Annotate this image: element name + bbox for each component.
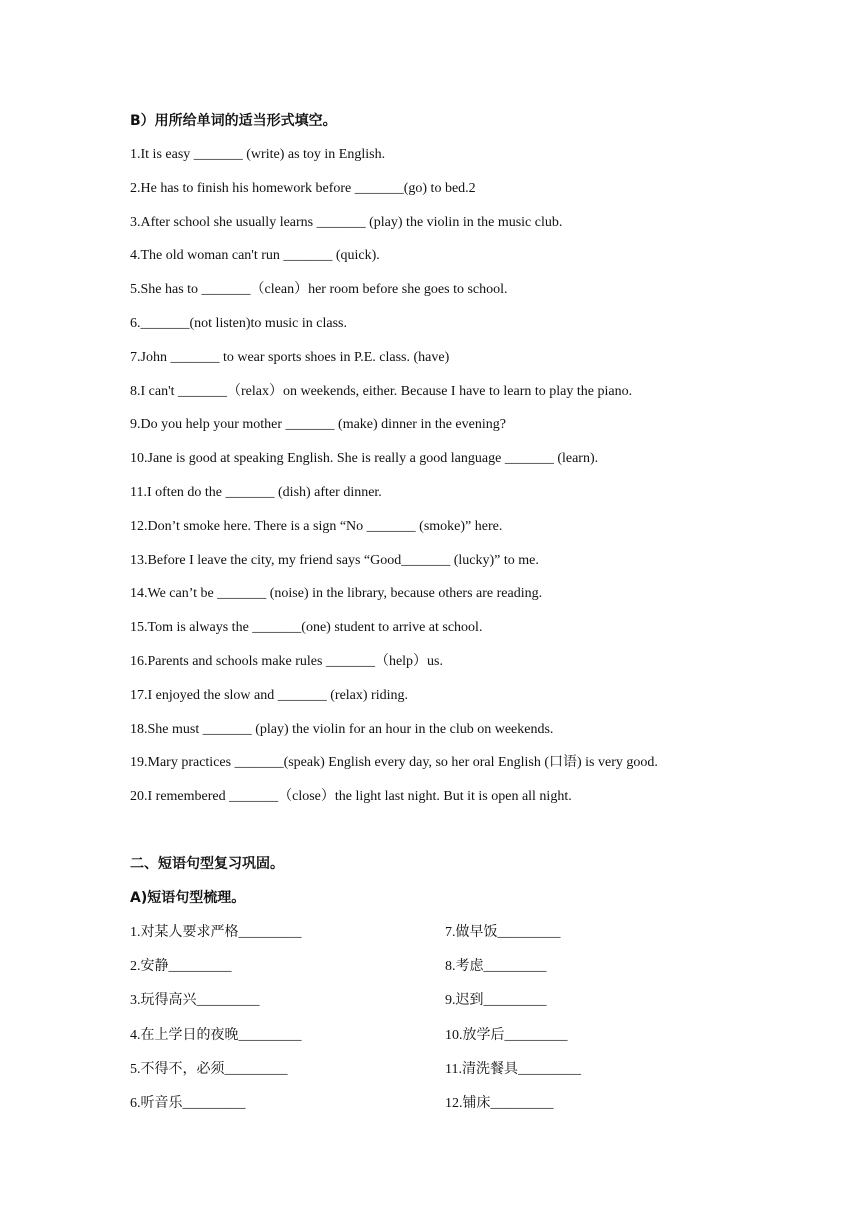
phrase-row <box>130 1027 830 1061</box>
phrase-item: 2.安静_________ <box>130 959 232 975</box>
exercise-item: 3.After school she usually learns _______ (play) the violin in the music club. <box>130 214 563 230</box>
phrase-row <box>130 924 830 958</box>
phrase-row <box>130 1095 830 1129</box>
phrase-item: 3.玩得高兴_________ <box>130 993 260 1009</box>
phrase-item: 1.对某人要求严格_________ <box>130 925 302 940</box>
phrase-item: 11.清洗餐具_________ <box>445 1061 581 1077</box>
exercise-item: 7.John _______ to wear sports shoes in P.E. class. (have) <box>130 349 450 365</box>
exercise-item: 19.Mary practices _______(speak) English every day, so her oral English (口语) is very good. <box>130 755 658 771</box>
exercise-item: 8.I can't _______（relax）on weekends, either. Because I have to learn to play the piano. <box>130 383 633 399</box>
section-b-title: B）用所给单词的适当形式填空。 <box>130 113 337 129</box>
phrase-item: 6.听音乐_________ <box>130 1095 246 1111</box>
exercise-item: 1.It is easy _______ (write) as toy in English. <box>130 147 386 162</box>
exercise-item: 9.Do you help your mother _______ (make) dinner in the evening? <box>130 417 506 433</box>
exercise-item: 12.Don’t smoke here. There is a sign “No _______ (smoke)” here. <box>130 518 503 534</box>
exercise-item: 2.He has to finish his homework before _______(go) to bed.2 <box>130 180 476 196</box>
phrase-row <box>130 1061 830 1095</box>
exercise-item: 10.Jane is good at speaking English. She is really a good language _______ (learn). <box>130 451 599 467</box>
phrase-row <box>130 958 830 992</box>
phrase-row <box>130 992 830 1026</box>
exercise-item: 15.Tom is always the _______(one) student to arrive at school. <box>130 620 483 636</box>
phrase-item: 4.在上学日的夜晚_________ <box>130 1027 302 1043</box>
exercise-item: 20.I remembered _______（close）the light last night. But it is open all night. <box>130 789 572 805</box>
exercise-item: 6._______(not listen)to music in class. <box>130 315 347 331</box>
section-two-subtitle: A)短语句型梳理。 <box>130 890 246 906</box>
phrase-item: 7.做早饭_________ <box>445 925 561 940</box>
phrase-item: 10.放学后_________ <box>445 1027 568 1043</box>
exercise-item: 4.The old woman can't run _______ (quick). <box>130 248 380 264</box>
phrase-item: 8.考虑_________ <box>445 959 547 975</box>
phrase-item: 12.铺床_________ <box>445 1095 554 1111</box>
exercise-item: 5.She has to _______（clean）her room before she goes to school. <box>130 282 508 298</box>
exercise-item: 17.I enjoyed the slow and _______ (relax) riding. <box>130 687 408 703</box>
phrase-table <box>130 924 830 1129</box>
exercise-item: 14.We can’t be _______ (noise) in the library, because others are reading. <box>130 586 543 602</box>
section-two-title: 二、短语句型复习巩固。 <box>130 856 284 872</box>
phrase-item: 9.迟到_________ <box>445 993 547 1009</box>
exercise-item: 13.Before I leave the city, my friend says “Good_______ (lucky)” to me. <box>130 552 539 568</box>
exercise-item: 16.Parents and schools make rules _______（help）us. <box>130 653 444 669</box>
exercise-item: 11.I often do the _______ (dish) after dinner. <box>130 484 382 500</box>
phrase-item: 5.不得不，必须_________ <box>130 1061 288 1077</box>
fill-in-blank-list <box>130 146 658 822</box>
exercise-item: 18.She must _______ (play) the violin for an hour in the club on weekends. <box>130 721 554 737</box>
